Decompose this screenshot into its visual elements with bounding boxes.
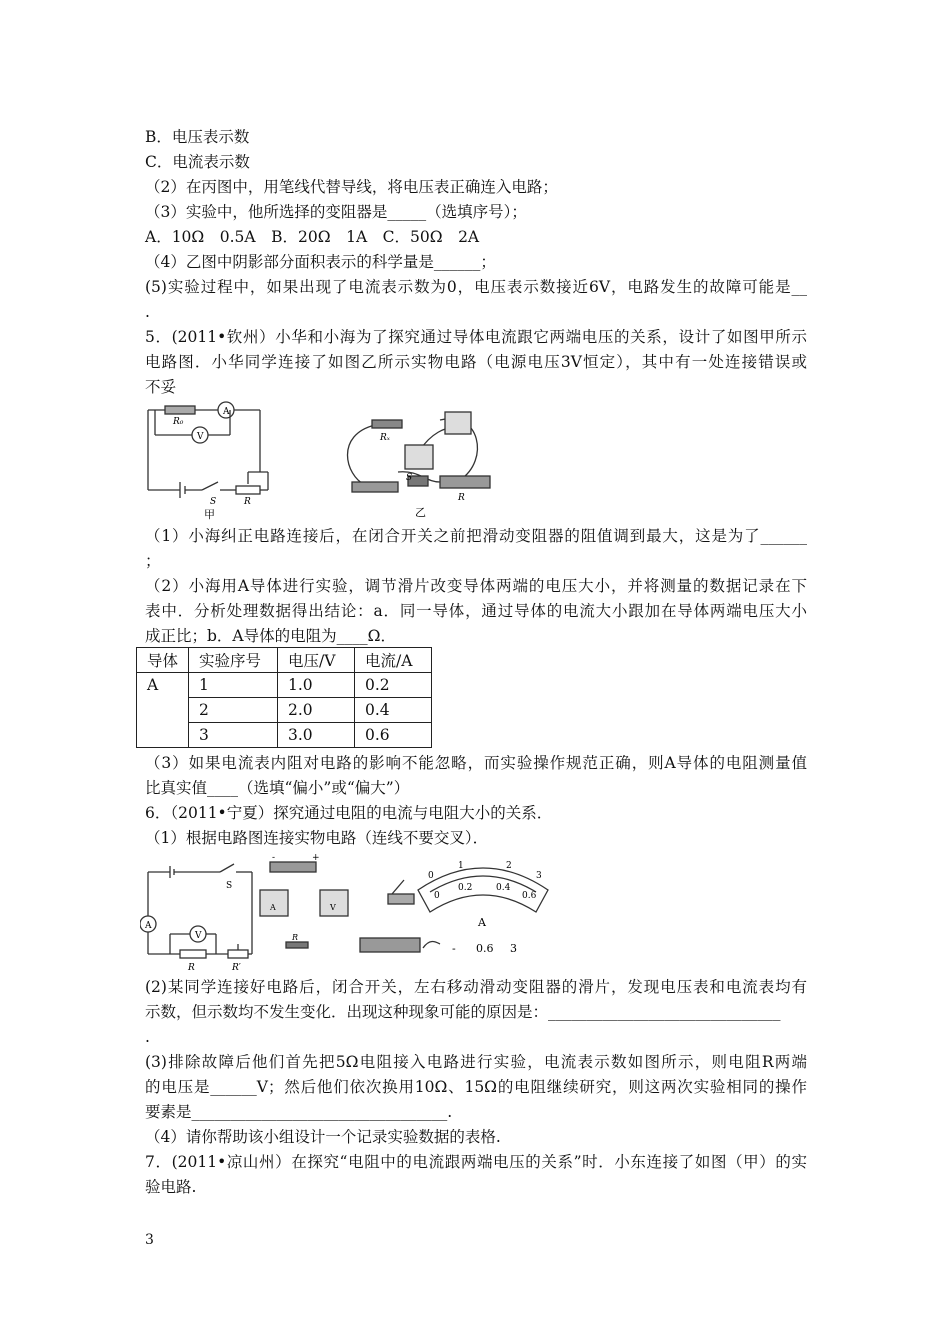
- table-cell: 0.4: [355, 698, 432, 723]
- question-text: .: [145, 1028, 150, 1046]
- question-text: 的电压是______V；然后他们依次换用10Ω、15Ω的电阻继续研究，则这两次实验相同的操作: [145, 1078, 807, 1096]
- resistor-label: R: [188, 963, 195, 972]
- problem-6-figure: [140, 852, 560, 972]
- voltmeter-part-label: V: [330, 903, 336, 912]
- meter-terminal: -: [452, 942, 456, 955]
- rheostat-label: R: [244, 497, 251, 507]
- switch-label: S: [226, 881, 233, 891]
- question-text: 示数，但示数均不发生变化．出现这种现象可能的原因是：______________________________: [145, 1003, 781, 1021]
- ammeter-part-label: A: [270, 903, 276, 912]
- question-text: （2）小海用A导体进行实验，调节滑片改变导体两端的电压大小，并将测量的数据记录在下: [145, 577, 807, 595]
- table-cell: 1.0: [278, 673, 355, 698]
- data-table: [136, 647, 432, 748]
- question-text: .: [145, 303, 150, 321]
- table-header-row: [137, 648, 432, 673]
- meter-scale-upper: 3: [536, 871, 542, 881]
- problem-5-title: 5．(2011•钦州）小华和小海为了探究通过导体电流跟它两端电压的关系，设计了如图甲所示: [145, 328, 807, 346]
- question-text: (2)某同学连接好电路后，闭合开关，左右移动滑动变阻器的滑片，发现电压表和电流表均有: [145, 978, 807, 996]
- meter-terminal: 3: [510, 942, 517, 955]
- meter-scale-lower: 0.4: [496, 883, 511, 893]
- figure-caption-yi: 乙: [415, 506, 426, 519]
- page-number: 3: [145, 1232, 154, 1248]
- problem-6-title: 6．（2011•宁夏）探究通过电阻的电流与电阻大小的关系．: [145, 804, 553, 822]
- question-text: （3）如果电流表内阻对电路的影响不能忽略，而实验操作规范正确，则A导体的电阻测量值: [145, 754, 807, 772]
- question-text: （4）请你帮助该小组设计一个记录实验数据的表格.: [145, 1128, 501, 1146]
- circuit-voltmeter-label: V: [195, 931, 202, 941]
- battery-minus-label: -: [272, 853, 276, 863]
- option-c: C．电流表示数: [145, 153, 250, 171]
- circuit-ammeter-label: A: [145, 921, 152, 931]
- table-header-cell: 电流/A: [355, 648, 432, 673]
- option-b: B．电压表示数: [145, 128, 250, 146]
- problem-5-figure: [140, 400, 540, 520]
- table-cell: A: [137, 673, 189, 748]
- problem-5-text: 电路图．小华同学连接了如图乙所示实物电路（电源电压3V恒定），其中有一处连接错误或: [145, 353, 807, 371]
- question-text: 要素是_________________________________.: [145, 1103, 453, 1121]
- resistor-part-label: R: [292, 933, 299, 942]
- rheostat-label: R′: [232, 963, 241, 972]
- problem-7-text: 验电路.: [145, 1178, 197, 1196]
- problem-5-text: 不妥: [145, 378, 177, 396]
- meter-unit: A: [478, 916, 486, 929]
- table-cell: 0.6: [355, 723, 432, 748]
- table-header-cell: 电压/V: [278, 648, 355, 673]
- meter-scale-upper: 0: [428, 871, 434, 881]
- meter-scale-lower: 0.2: [458, 883, 473, 893]
- question-text: 成正比；b．A导体的电阻为____Ω．: [145, 627, 396, 645]
- question-text: (3)排除故障后他们首先把5Ω电阻接入电路进行实验，电流表示数如图所示，则电阻R两端: [145, 1053, 807, 1071]
- resistor-label: R₀: [173, 417, 184, 427]
- meter-scale-upper: 2: [506, 861, 512, 871]
- rheostat-label: R: [458, 493, 465, 503]
- meter-terminal: 0.6: [476, 942, 494, 955]
- meter-scale-upper: 1: [458, 861, 464, 871]
- table-cell: 3.0: [278, 723, 355, 748]
- circuit-voltmeter-label: V: [197, 432, 204, 442]
- question-text: 比真实值____（选填“偏小”或“偏大”）: [145, 779, 410, 797]
- question-text: ；: [145, 552, 161, 570]
- table-cell: 2.0: [278, 698, 355, 723]
- question-text: (5)实验过程中，如果出现了电流表示数为0，电压表示数接近6V，电路发生的故障可能是__: [145, 278, 807, 296]
- table-cell: 0.2: [355, 673, 432, 698]
- switch-label: S: [210, 497, 217, 507]
- figure-caption-jia: 甲: [204, 508, 215, 520]
- question-text: （4）乙图中阴影部分面积表示的科学量是______；: [145, 253, 496, 271]
- table-cell: 2: [189, 698, 278, 723]
- question-text: （1）小海纠正电路连接后，在闭合开关之前把滑动变阻器的阻值调到最大，这是为了______: [145, 527, 807, 545]
- resistor-label: Rₓ: [380, 433, 390, 443]
- question-text: （3）实验中，他所选择的变阻器是_____（选填序号）；: [145, 203, 527, 221]
- question-text: 表中．分析处理数据得出结论：a．同一导体，通过导体的电流大小跟加在导体两端电压大小: [145, 602, 807, 620]
- meter-scale-lower: 0.6: [522, 891, 537, 901]
- problem-7-title: 7．(2011•凉山州）在探究“电阻中的电流跟两端电压的关系”时．小东连接了如图（甲）的实: [145, 1153, 807, 1171]
- rheostat-options: A．10Ω 0.5A B．20Ω 1A C．50Ω 2A: [145, 228, 480, 246]
- switch-label: S: [406, 473, 413, 483]
- table-header-cell: 导体: [137, 648, 189, 673]
- circuit-ammeter-label: A: [223, 407, 230, 417]
- table-cell: 1: [189, 673, 278, 698]
- question-text: （1）根据电路图连接实物电路（连线不要交叉）．: [145, 829, 489, 847]
- meter-scale-lower: 0: [434, 891, 440, 901]
- question-text: （2）在丙图中，用笔线代替导线，将电压表正确连入电路；: [145, 178, 558, 196]
- table-row: [137, 673, 432, 698]
- table-header-cell: 实验序号: [189, 648, 278, 673]
- battery-plus-label: +: [312, 853, 320, 863]
- table-cell: 3: [189, 723, 278, 748]
